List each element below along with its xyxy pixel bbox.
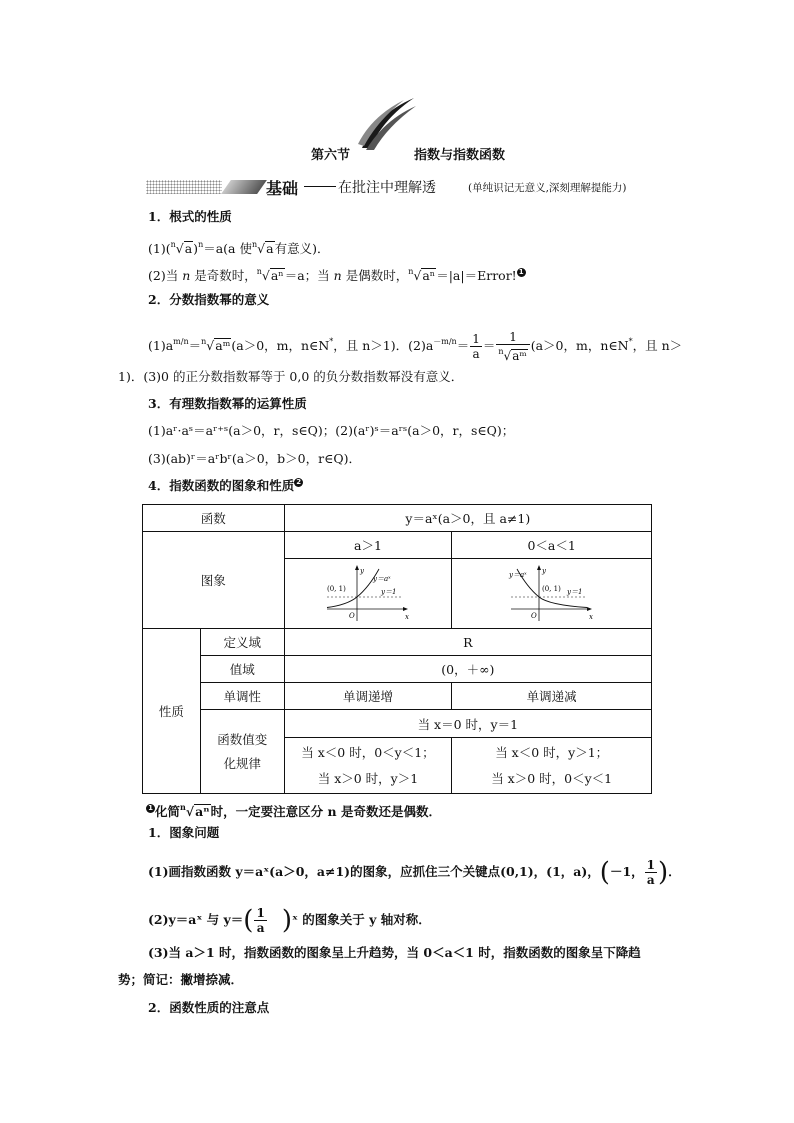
fractional-exponent-line: $(1)a^{m/n}=^n√aᵐ(a>0$，m，n∈N*，且 n＞1)．$(2)a^{-m/n}=$ $\frac{1}{a}$ ＝ $\frac{1}{^n√aᵐ}$ (a＞0，m，n∈N*，且 n＞ [148, 330, 683, 363]
root-index: n [170, 240, 176, 249]
y-arrow [355, 565, 359, 570]
fraction [496, 330, 529, 363]
fractional-exponent-line-cont: 1)．(3)0 的正分数指数幂等于 0,0 的负分数指数幂没有意义． [118, 369, 464, 384]
point-label: (0, 1) [326, 584, 346, 593]
graph-decreasing [507, 565, 597, 623]
graph-note-3: (3)当 a＞1 时，指数函数的图象呈上升趋势，当 0＜a＜1 时，指数函数的图象呈下降趋 [148, 945, 641, 960]
change-line: 当 x＜0 时，y＞1； [495, 744, 609, 760]
cell-func-label: 函数 [143, 505, 285, 532]
footnote-1: 1 化简$^n$√aⁿ时，一定要注意区分 n 是奇数还是偶数． [146, 798, 441, 821]
cell-props-label: 性质 [143, 629, 201, 794]
point-label: (0, 1) [541, 584, 561, 593]
cell-change-label [200, 710, 284, 794]
annotation-mark-icon[interactable]: 2 [294, 478, 303, 487]
text: 时，一定要注意区分 n 是奇数还是偶数． [210, 804, 441, 819]
x-arrow [587, 607, 592, 611]
heading-radical-properties: 1．根式的性质 [148, 209, 232, 224]
exponent: m/n [173, 337, 189, 346]
root-index: n [201, 337, 207, 346]
table-row [143, 656, 652, 683]
annotation-mark-icon[interactable]: 1 [517, 268, 526, 277]
superscript: * [628, 337, 633, 346]
radicand: aⁿ [270, 268, 284, 283]
table-row [143, 532, 652, 559]
text: (a＞0，m，n∈N [231, 338, 330, 353]
exponent: n [198, 240, 204, 249]
cell-graph-label: 图象 [143, 532, 285, 629]
cell-mono-label: 单调性 [200, 683, 284, 710]
numerator: 1 [256, 906, 265, 920]
banner-bar [221, 180, 267, 194]
paren: ) [281, 905, 292, 936]
y-arrow [537, 565, 541, 570]
heading-operation-rules: 3．有理数指数幂的运算性质 [148, 396, 307, 411]
banner-dash [304, 186, 336, 187]
cell-mono-increasing: 单调递增 [284, 683, 452, 710]
radicand: a [184, 241, 193, 256]
paren: ) [658, 857, 669, 888]
text: (a＞0，m，n∈N [530, 338, 629, 353]
fraction [470, 332, 482, 361]
banner-keyword: 基础 [266, 179, 299, 198]
cell-range-value: (0，＋∞) [284, 656, 651, 683]
table-row [143, 505, 652, 532]
numerator: 1 [496, 330, 529, 345]
table-row [143, 683, 652, 710]
cell-change-common: 当 x＝0 时，y＝1 [284, 710, 651, 738]
cell-change-increasing [284, 738, 452, 794]
radical-property-1: $(1)(^n√a)^n=a(a$ 使$^n$√a有意义)． [148, 240, 330, 256]
line-label: y＝1 [566, 587, 583, 596]
root-index: n [498, 347, 504, 356]
text: 是奇数时， [190, 268, 257, 283]
text: 有意义)． [274, 241, 330, 256]
radicand: aⁿ [195, 804, 210, 819]
numerator: 1 [646, 858, 655, 872]
graph-note-2 [148, 906, 431, 935]
y-axis-label: y [359, 566, 364, 575]
banner-slogan: 在批注中理解透 [338, 180, 436, 196]
page-title [0, 144, 794, 164]
exponent: －m/n [433, 337, 457, 346]
curve-label: y＝aˣ [372, 574, 391, 583]
graph-increasing [323, 565, 413, 623]
section-number: 第六节 [311, 148, 351, 163]
section-banner [146, 176, 686, 198]
paren: ( [599, 857, 610, 888]
line-label: y＝1 [380, 587, 397, 596]
radical-property-2: (2)当 n 是奇数时，$^n$√aⁿ＝a；当 n 是偶数时，$^n$√aⁿ＝|a|＝Error! 1 [148, 263, 526, 285]
fraction [254, 906, 266, 935]
cell-domain-label: 定义域 [200, 629, 284, 656]
x-arrow [403, 607, 408, 611]
text: 是偶数时， [341, 268, 409, 283]
radicand: a [266, 241, 274, 256]
text: (2)y＝aˣ 与 y＝ [148, 912, 244, 927]
cell-case-a-lt-1: 0＜a＜1 [452, 532, 652, 559]
radicand: aᵐ [512, 349, 527, 363]
graph-note-3-cont: 势；简记：撇增捺减． [118, 972, 244, 987]
root-index: n [408, 267, 414, 276]
cell-func-expr: y＝aˣ(a＞0，且 a≠1) [284, 505, 651, 532]
text: (2)当 [148, 268, 183, 283]
text: －1， [609, 864, 644, 879]
text: ˣ 的图象关于 y 轴对称． [291, 912, 431, 927]
superscript: * [329, 337, 334, 346]
cell-case-a-gt-1: a＞1 [284, 532, 452, 559]
x-axis-label: x [404, 612, 409, 621]
cell-domain-value: R [284, 629, 651, 656]
heading-fractional-exponent: 2．分数指数幂的意义 [148, 292, 270, 307]
banner-dots [146, 180, 222, 194]
change-line: 当 x＞0 时，y＞1 [317, 770, 419, 786]
heading-graph-issues: 1．图象问题 [148, 825, 220, 840]
table-row [143, 710, 652, 738]
cell-graph-increasing [284, 559, 452, 629]
fraction [645, 858, 657, 887]
properties-table [142, 504, 652, 794]
paren: ( [243, 905, 254, 936]
heading-property-notes: 2．函数性质的注意点 [148, 1000, 270, 1015]
origin-label: O [348, 611, 355, 620]
text: (1)( [148, 241, 171, 256]
text: ＝ [456, 338, 470, 353]
operation-rule-1: (1)aʳ·aˢ＝aʳ⁺ˢ(a＞0，r，s∈Q)；(2)(aʳ)ˢ＝aʳˢ(a＞0，r，s∈Q)； [148, 423, 515, 438]
annotation-mark-icon[interactable]: 1 [146, 804, 155, 813]
root-index: n [180, 802, 186, 812]
radicand: aᵐ [215, 338, 231, 353]
operation-rule-2: (3)(ab)ʳ＝aʳbʳ(a＞0，b＞0，r∈Q)． [148, 451, 361, 466]
curve-label: y＝aˣ [508, 570, 527, 579]
root-index: n [256, 267, 262, 276]
text: ) [193, 241, 199, 256]
x-axis-label: x [588, 612, 593, 621]
numerator: 1 [472, 332, 480, 346]
y-axis-label: y [541, 566, 546, 575]
text: ＝ [188, 338, 202, 353]
var-n: n [333, 268, 342, 283]
banner-note: (单纯识记无意义,深刻理解提能力) [468, 182, 627, 194]
root-index: n [251, 240, 258, 249]
heading-exponential-function [148, 477, 303, 495]
text: 4．指数函数的图象和性质 [148, 478, 295, 493]
text: 化简 [155, 804, 181, 819]
text: ＝ [482, 338, 496, 353]
text: ＝a(a 使 [203, 241, 252, 256]
var-n: n [182, 268, 191, 283]
denominator: a [646, 873, 655, 887]
denominator: $^n$√aᵐ [498, 347, 527, 363]
denominator: a [472, 347, 480, 361]
cell-mono-decreasing: 单调递减 [452, 683, 652, 710]
origin-label: O [530, 611, 537, 620]
table-row [143, 629, 652, 656]
denominator: a [256, 921, 265, 935]
text: ，且 n＞ [632, 338, 683, 353]
change-line: 当 x＜0 时，0＜y＜1； [301, 744, 435, 760]
change-label-line-2: 化规律 [223, 755, 261, 771]
text: ． [668, 864, 681, 879]
change-line: 当 x＞0 时，0＜y＜1 [491, 770, 613, 786]
text: ＝a；当 [284, 268, 334, 283]
text: ，且 n＞1)．(2)a [333, 338, 434, 353]
text: ＝|a|＝Error! [436, 268, 517, 283]
text: (1)画指数函数 y＝aˣ(a＞0，a≠1)的图象，应抓住三个关键点(0,1)，(1，a)， [148, 864, 600, 879]
cell-change-decreasing [452, 738, 652, 794]
radicand: aⁿ [422, 268, 436, 283]
text: (1)a [148, 338, 174, 353]
change-label-line-1: 函数值变 [217, 731, 268, 747]
cell-graph-decreasing [452, 559, 652, 629]
section-title: 指数与指数函数 [414, 148, 506, 163]
cell-range-label: 值域 [200, 656, 284, 683]
graph-note-1 [148, 858, 681, 887]
